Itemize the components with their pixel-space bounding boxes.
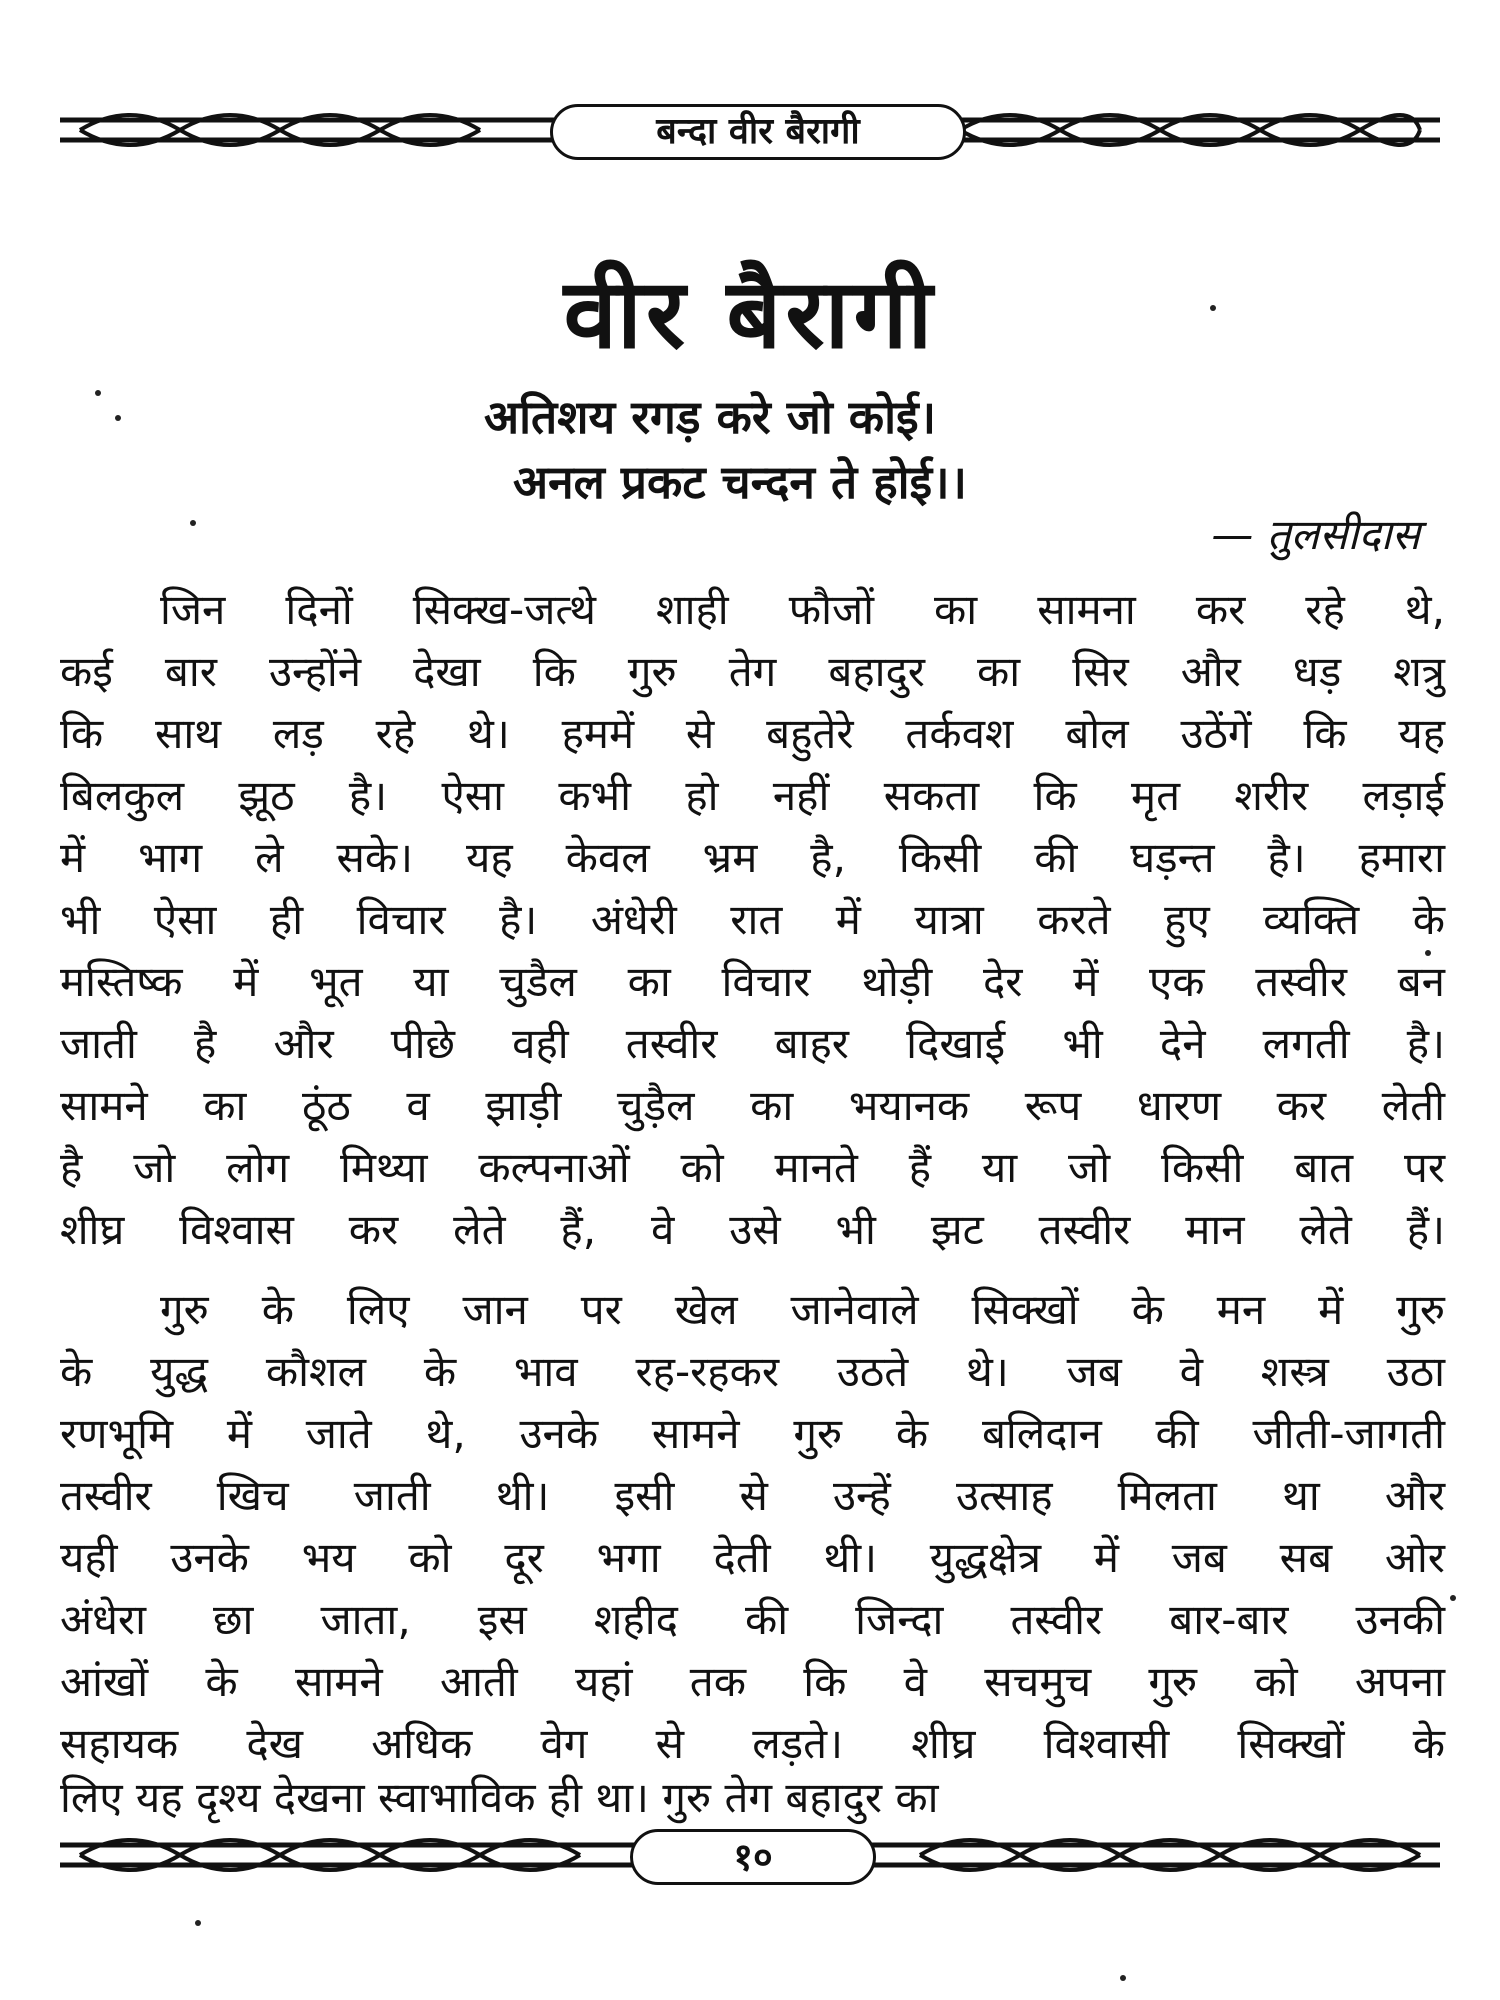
text-line: कई बार उन्होंने देखा कि गुरु तेग बहादुर का सिर और धड़ शत्रु <box>60 647 1445 696</box>
scan-speck <box>195 1920 201 1926</box>
scan-speck <box>1450 1595 1456 1601</box>
chapter-title: वीर बैरागी <box>563 258 937 370</box>
text-line: सहायक देख अधिक वेग से लड़ते। शीघ्र विश्वासी सिक्खों के <box>60 1719 1445 1768</box>
text-line: लिए यह दृश्य देखना स्वाभाविक ही था। गुरु तेग बहादुर का <box>60 1773 939 1822</box>
text-line: भी ऐसा ही विचार है। अंधेरी रात में यात्रा करते हुए व्यक्ति के <box>60 895 1445 944</box>
scan-speck <box>190 520 196 526</box>
footer-ornament <box>60 1815 1440 1895</box>
text-line: में भाग ले सके। यह केवल भ्रम है, किसी की घड़न्त है। हमारा <box>60 833 1445 882</box>
header-ornament <box>60 90 1440 170</box>
epigraph-attribution: — तुलसीदास <box>1211 510 1420 559</box>
text-line: आंखों के सामने आती यहां तक कि वे सचमुच गुरु को अपना <box>60 1657 1445 1706</box>
text-line: जिन दिनों सिक्ख-जत्थे शाही फौजों का सामना कर रहे थे, <box>160 585 1445 634</box>
text-line: है जो लोग मिथ्या कल्पनाओं को मानते हैं या जो किसी बात पर <box>60 1143 1445 1192</box>
scan-speck <box>1210 305 1216 311</box>
page-number: १० <box>630 1829 876 1885</box>
text-line: सामने का ठूंठ व झाड़ी चुड़ैल का भयानक रूप धारण कर लेती <box>60 1081 1445 1130</box>
epigraph-line-1: अतिशय रगड़ करे जो कोई। <box>483 390 937 444</box>
text-line: मस्तिष्क में भूत या चुडैल का विचार थोड़ी देर में एक तस्वीर बन <box>60 957 1445 1006</box>
scan-speck <box>1120 1975 1126 1981</box>
text-line: अंधेरा छा जाता, इस शहीद की जिन्दा तस्वीर बार-बार उनकी <box>60 1595 1445 1644</box>
text-line: यही उनके भय को दूर भगा देती थी। युद्धक्षेत्र में जब सब ओर <box>60 1533 1445 1582</box>
text-line: के युद्ध कौशल के भाव रह-रहकर उठते थे। जब वे शस्त्र उठा <box>60 1347 1445 1396</box>
text-line: जाती है और पीछे वही तस्वीर बाहर दिखाई भी देने लगती है। <box>60 1019 1445 1068</box>
text-line: शीघ्र विश्वास कर लेते हैं, वे उसे भी झट तस्वीर मान लेते हैं। <box>60 1205 1445 1254</box>
scan-speck <box>95 390 101 396</box>
text-line: बिलकुल झूठ है। ऐसा कभी हो नहीं सकता कि मृत शरीर लड़ाई <box>60 771 1445 820</box>
text-line: तस्वीर खिच जाती थी। इसी से उन्हें उत्साह मिलता था और <box>60 1471 1445 1520</box>
scan-speck <box>115 415 121 421</box>
epigraph-line-2: अनल प्रकट चन्दन ते होई।। <box>512 455 967 509</box>
scan-speck <box>1425 950 1431 956</box>
text-line: रणभूमि में जाते थे, उनके सामने गुरु के बलिदान की जीती-जागती <box>60 1409 1445 1458</box>
text-line: कि साथ लड़ रहे थे। हममें से बहुतेरे तर्कवश बोल उठेंगें कि यह <box>60 709 1445 758</box>
text-line: गुरु के लिए जान पर खेल जानेवाले सिक्खों के मन में गुरु <box>160 1285 1445 1334</box>
running-title: बन्दा वीर बैरागी <box>550 104 966 160</box>
